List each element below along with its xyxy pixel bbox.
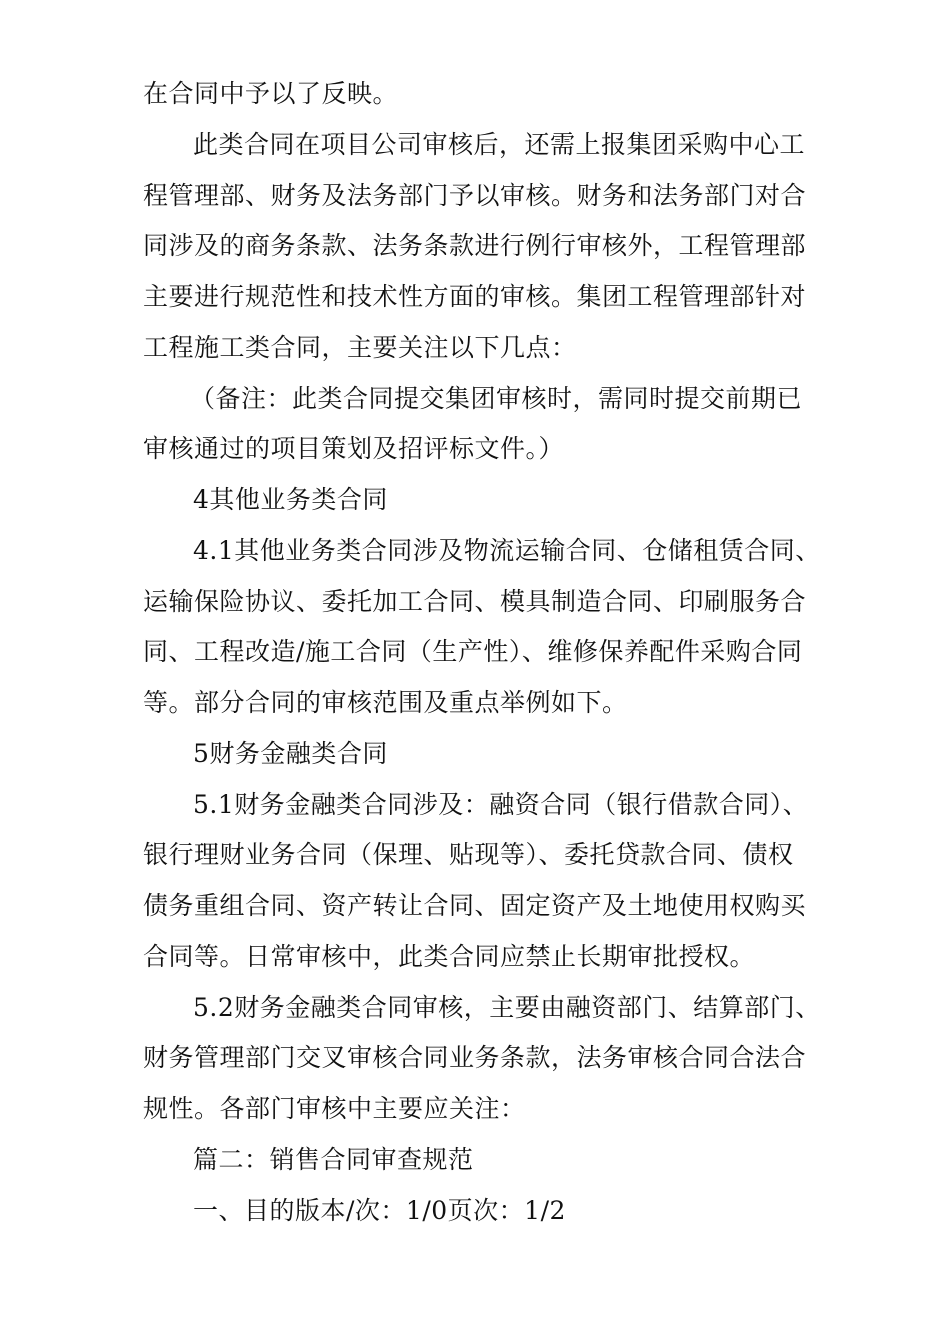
text-line: 规性。各部门审核中主要应关注： xyxy=(143,1094,526,1123)
text-line: 此类合同在项目公司审核后，还需上报集团采购中心工 xyxy=(193,130,806,159)
text-line: 程管理部、财务及法务部门予以审核。财务和法务部门对合 xyxy=(143,181,807,210)
text-line: 财务管理部门交叉审核合同业务条款，法务审核合同合法合 xyxy=(143,1043,807,1072)
text-line: 等。部分合同的审核范围及重点举例如下。 xyxy=(143,688,628,717)
text-line: 5.1财务金融类合同涉及：融资合同（银行借款合同）、 xyxy=(193,790,809,819)
text-line: 主要进行规范性和技术性方面的审核。集团工程管理部针对 xyxy=(143,282,807,311)
text-line: 运输保险协议、委托加工合同、模具制造合同、印刷服务合 xyxy=(143,587,807,616)
text-line: 5.2财务金融类合同审核，主要由融资部门、结算部门、 xyxy=(193,993,821,1022)
text-line: 合同等。日常审核中，此类合同应禁止长期审批授权。 xyxy=(143,942,756,971)
text-line: 在合同中予以了反映。 xyxy=(143,79,399,108)
text-line: 工程施工类合同，主要关注以下几点： xyxy=(143,333,577,362)
text-line: 审核通过的项目策划及招评标文件。） xyxy=(143,434,565,463)
text-line: （备注：此类合同提交集团审核时，需同时提交前期已 xyxy=(190,384,803,413)
text-line: 一、目的版本/次：1/0页次：1/2 xyxy=(193,1196,566,1225)
text-line: 4.1其他业务类合同涉及物流运输合同、仓储租赁合同、 xyxy=(193,536,821,565)
section-heading: 4其他业务类合同 xyxy=(193,485,388,514)
section-heading: 5财务金融类合同 xyxy=(193,739,388,768)
text-line: 债务重组合同、资产转让合同、固定资产及土地使用权购买 xyxy=(143,891,807,920)
section-heading: 篇二：销售合同审查规范 xyxy=(193,1145,474,1174)
text-line: 同涉及的商务条款、法务条款进行例行审核外，工程管理部 xyxy=(143,231,807,260)
text-line: 同、工程改造/施工合同（生产性）、维修保养配件采购合同 xyxy=(143,637,803,666)
text-line: 银行理财业务合同（保理、贴现等）、委托贷款合同、债权 xyxy=(143,840,794,869)
